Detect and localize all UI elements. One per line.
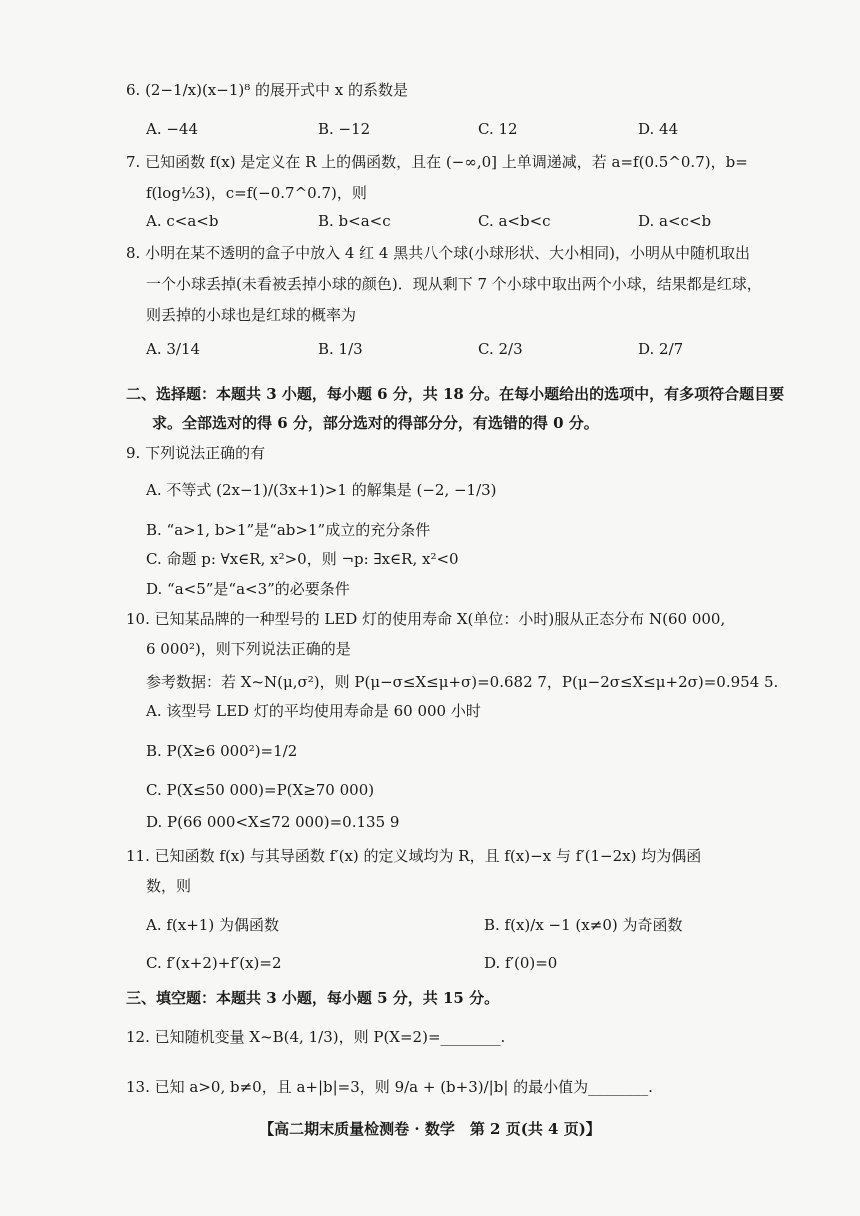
question-7-line2: f(log½3)，c=f(−0.7^0.7)，则 bbox=[146, 184, 367, 202]
q9-option-d: D. “a<5”是“a<3”的必要条件 bbox=[146, 580, 350, 598]
q9-option-c: C. 命题 p: ∀x∈R, x²>0，则 ¬p: ∃x∈R, x²<0 bbox=[146, 550, 459, 568]
question-11-line1: 11. 已知函数 f(x) 与其导函数 f′(x) 的定义域均为 R，且 f(x)−x 与 f′(1−2x) 均为偶函 bbox=[126, 847, 702, 865]
section-2-heading: 二、选择题：本题共 3 小题，每小题 6 分，共 18 分。在每小题给出的选项中，有多项符合题目要 bbox=[126, 385, 785, 403]
q11-option-c: C. f′(x+2)+f′(x)=2 bbox=[146, 954, 282, 972]
question-8-line2: 一个小球丢掉(未看被丢掉小球的颜色)．现从剩下 7 个小球中取出两个小球，结果都是红球， bbox=[146, 275, 762, 293]
q10-option-a: A. 该型号 LED 灯的平均使用寿命是 60 000 小时 bbox=[146, 702, 481, 720]
q10-option-b: B. P(X≥6 000²)=1/2 bbox=[146, 742, 298, 760]
question-9: 9. 下列说法正确的有 bbox=[126, 444, 266, 462]
section-2-instructions: 求。全部选对的得 6 分，部分选对的得部分分，有选错的得 0 分。 bbox=[152, 414, 599, 432]
question-8-line1: 8. 小明在某不透明的盒子中放入 4 红 4 黑共八个球(小球形状、大小相同)，小明从中随机取出 bbox=[126, 244, 750, 262]
question-10-line2: 6 000²)，则下列说法正确的是 bbox=[146, 640, 351, 658]
q10-option-d: D. P(66 000<X≤72 000)=0.135 9 bbox=[146, 813, 400, 831]
q6-option-b: B. −12 bbox=[318, 120, 371, 138]
q7-option-c: C. a<b<c bbox=[478, 212, 551, 230]
question-7-line1: 7. 已知函数 f(x) 是定义在 R 上的偶函数，且在 (−∞,0] 上单调递减，若 a=f(0.5^0.7)，b= bbox=[126, 153, 748, 171]
q7-option-d: D. a<c<b bbox=[638, 212, 712, 230]
q8-option-b: B. 1/3 bbox=[318, 340, 363, 358]
q7-option-a: A. c<a<b bbox=[146, 212, 219, 230]
q9-option-a: A. 不等式 (2x−1)/(3x+1)>1 的解集是 (−2, −1/3) bbox=[146, 481, 497, 499]
question-8-line3: 则丢掉的小球也是红球的概率为 bbox=[146, 306, 357, 324]
question-11-line2: 数，则 bbox=[146, 877, 192, 895]
q8-option-d: D. 2/7 bbox=[638, 340, 684, 358]
question-13: 13. 已知 a>0, b≠0，且 a+|b|=3，则 9/a + (b+3)/|b| 的最小值为________. bbox=[126, 1078, 653, 1096]
q11-option-a: A. f(x+1) 为偶函数 bbox=[146, 916, 279, 934]
question-10-line1: 10. 已知某品牌的一种型号的 LED 灯的使用寿命 X(单位：小时)服从正态分布 N(60 000, bbox=[126, 610, 726, 628]
q10-option-c: C. P(X≤50 000)=P(X≥70 000) bbox=[146, 781, 375, 799]
q6-option-d: D. 44 bbox=[638, 120, 679, 138]
q8-option-a: A. 3/14 bbox=[146, 340, 201, 358]
q6-option-c: C. 12 bbox=[478, 120, 518, 138]
question-12: 12. 已知随机变量 X~B(4, 1/3)，则 P(X=2)=________. bbox=[126, 1028, 506, 1046]
q7-option-b: B. b<a<c bbox=[318, 212, 391, 230]
q11-option-d: D. f′(0)=0 bbox=[484, 954, 558, 972]
q8-option-c: C. 2/3 bbox=[478, 340, 523, 358]
q6-option-a: A. −44 bbox=[146, 120, 199, 138]
q9-option-b: B. “a>1, b>1”是“ab>1”成立的充分条件 bbox=[146, 521, 431, 539]
question-10-reference: 参考数据：若 X~N(μ,σ²)，则 P(μ−σ≤X≤μ+σ)=0.682 7，P(μ−2σ≤X≤μ+2σ)=0.954 5. bbox=[146, 673, 779, 691]
page-footer: 【高二期末质量检测卷 · 数学 第 2 页(共 4 页)】 bbox=[259, 1120, 601, 1138]
q11-option-b: B. f(x)/x −1 (x≠0) 为奇函数 bbox=[484, 916, 683, 934]
question-6: 6. (2−1/x)(x−1)⁸ 的展开式中 x 的系数是 bbox=[126, 81, 409, 99]
section-3-heading: 三、填空题：本题共 3 小题，每小题 5 分，共 15 分。 bbox=[126, 989, 500, 1007]
